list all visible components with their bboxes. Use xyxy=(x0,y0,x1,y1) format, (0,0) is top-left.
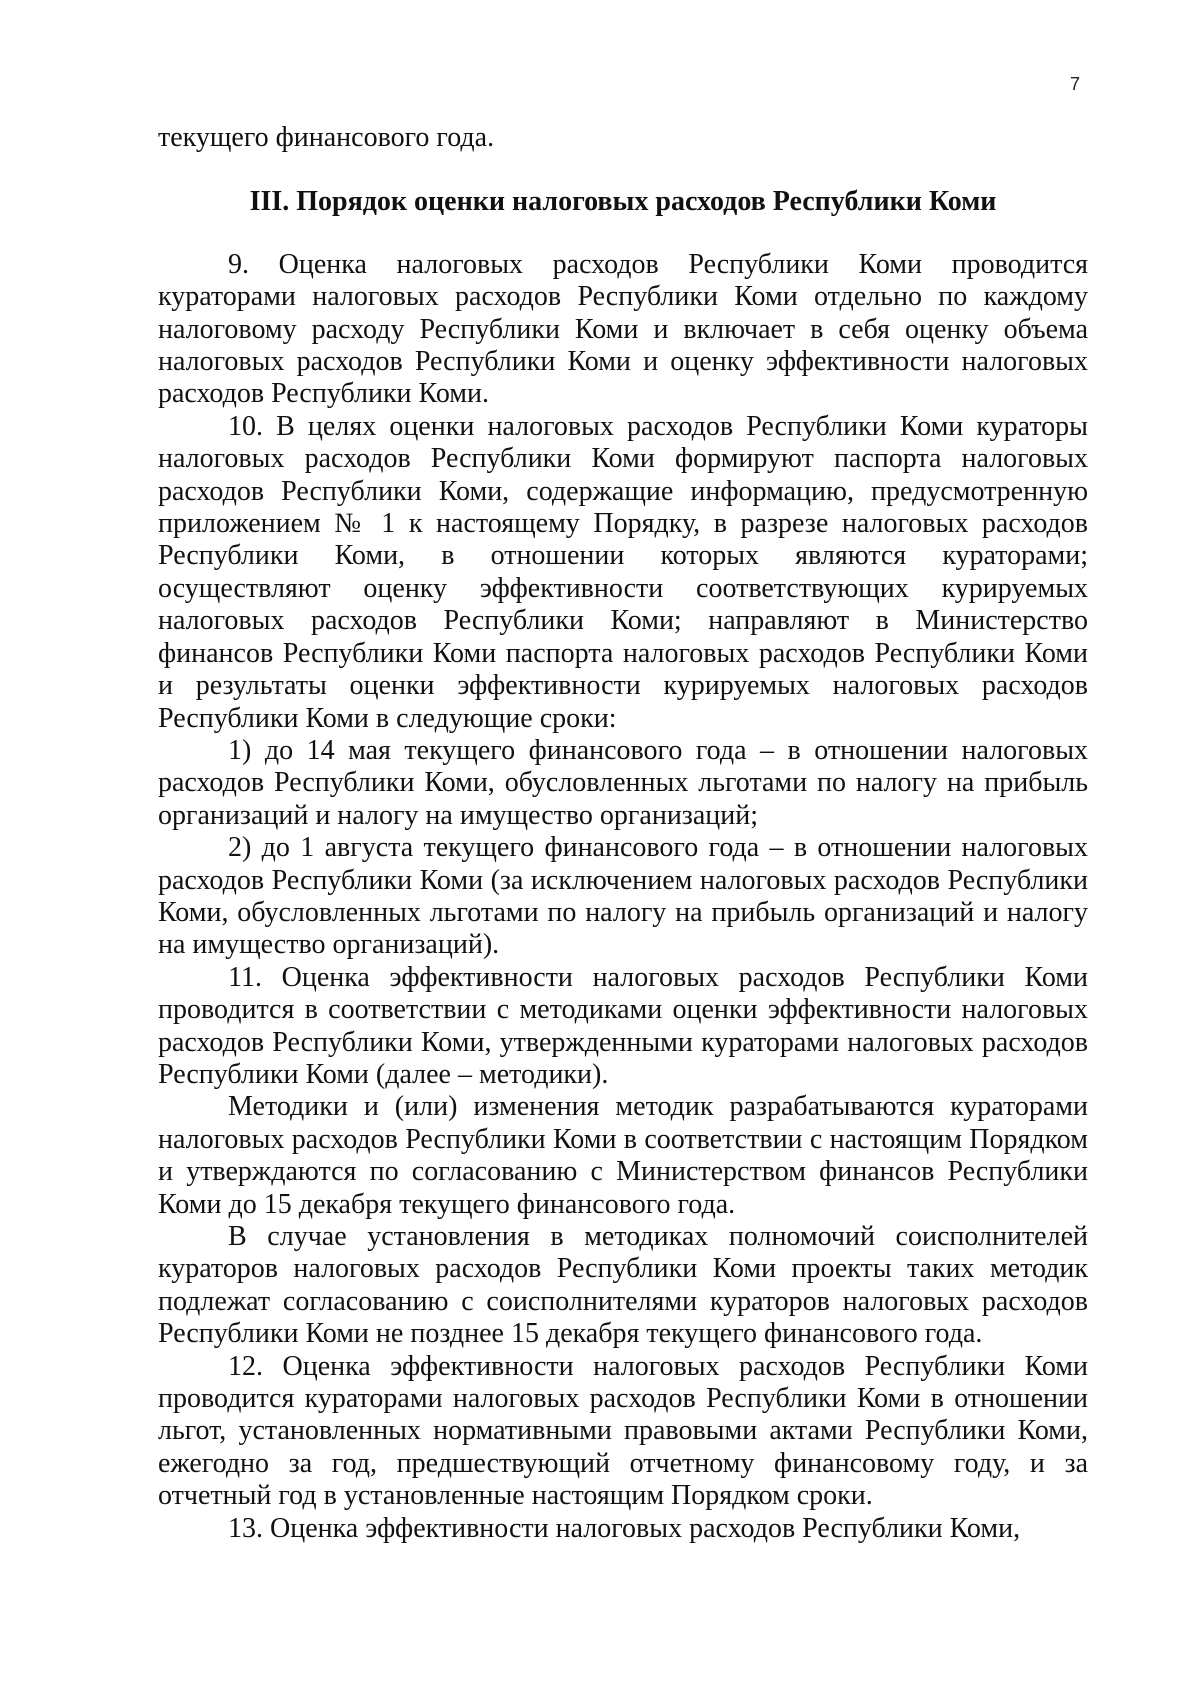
continuation-line: текущего финансового года. xyxy=(158,122,495,153)
paragraph-11-methods: Методики и (или) изменения методик разрабатываются кураторами налоговых расходов Республики Коми в соответствии с настоящим Порядком и утверждаются по согласованию с Министерством финансов Республики Коми до 15 декабря текущего финансового года. xyxy=(158,1091,1088,1220)
section-heading: III. Порядок оценки налоговых расходов Республики Коми xyxy=(249,186,997,218)
paragraph-10-item-1: 1) до 14 мая текущего финансового года – в отношении налоговых расходов Республики Коми, обусловленных льготами по налогу на прибыль организаций и налогу на имущество организаций; xyxy=(158,734,1088,831)
paragraph-13: 13. Оценка эффективности налоговых расходов Республики Коми, xyxy=(228,1512,1021,1544)
paragraph-10-item-2: 2) до 1 августа текущего финансового года – в отношении налоговых расходов Республики Коми (за исключением налоговых расходов Республики Коми, обусловленных льготами по налогу на прибыль организаций и налогу на имущество организаций). xyxy=(158,832,1088,961)
paragraph-12: 12. Оценка эффективности налоговых расходов Республики Коми проводится кураторами налоговых расходов Республики Коми в отношении льгот, установленных нормативными правовыми актами Республики Коми, ежегодно за год, предшествующий отчетному финансовому году, и за отчетный год в установленные настоящим Порядком сроки. xyxy=(158,1350,1088,1512)
document-body xyxy=(158,122,1088,1545)
paragraph-9: 9. Оценка налоговых расходов Республики Коми проводится кураторами налоговых расходов Республики Коми отдельно по каждому налоговому расходу Республики Коми и включает в себя оценку объема налоговых расходов Республики Коми и оценку эффективности налоговых расходов Республики Коми. xyxy=(158,248,1088,410)
paragraph-11-coexecutors: В случае установления в методиках полномочий соисполнителей кураторов налоговых расходов Республики Коми проекты таких методик подлежат согласованию с соисполнителями кураторов налоговых расходов Республики Коми не позднее 15 декабря текущего финансового года. xyxy=(158,1221,1088,1350)
paragraph-11: 11. Оценка эффективности налоговых расходов Республики Коми проводится в соответствии с методиками оценки эффективности налоговых расходов Республики Коми, утвержденными кураторами налоговых расходов Республики Коми (далее – методики). xyxy=(158,961,1088,1090)
page-number: 7 xyxy=(1070,74,1081,94)
paragraph-10: 10. В целях оценки налоговых расходов Республики Коми кураторы налоговых расходов Республики Коми формируют паспорта налоговых расходов Республики Коми, содержащие информацию, предусмотренную приложением № 1 к настоящему Порядку, в разрезе налоговых расходов Республики Коми, в отношении которых являются кураторами; осуществляют оценку эффективности соответствующих курируемых налоговых расходов Республики Коми; направляют в Министерство финансов Республики Коми паспорта налоговых расходов Республики Коми и результаты оценки эффективности курируемых налоговых расходов Республики Коми в следующие сроки: xyxy=(158,410,1088,734)
